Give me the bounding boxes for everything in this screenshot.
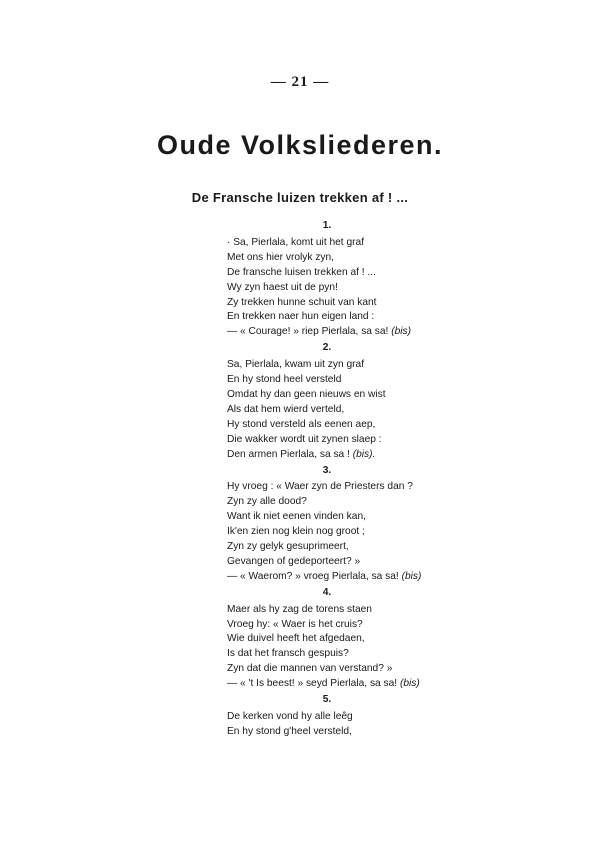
stanza-number: 5. (322, 694, 332, 706)
bis-marker: (bis) (391, 326, 412, 338)
verse-text: Die wakker wordt uit zynen slaep : (227, 433, 382, 445)
song-body (227, 219, 487, 741)
verse-line (227, 662, 487, 677)
stanza-number: 3. (322, 464, 332, 476)
verse-text: En hy stond heel versteld (227, 374, 342, 386)
stanza (227, 693, 487, 740)
stanza (227, 586, 487, 692)
verse-line (227, 618, 487, 633)
verse-line (227, 433, 487, 448)
verse-line (227, 266, 487, 281)
verse-line (227, 603, 487, 618)
verse-line (227, 480, 487, 495)
verse-text: Zy trekken hunne schuit van kant (227, 296, 377, 308)
verse-line (227, 725, 487, 740)
verse-text: Is dat het fransch gespuis? (227, 648, 349, 660)
verse-line (227, 281, 487, 296)
verse-line (227, 540, 487, 555)
verse-line (227, 632, 487, 647)
bis-marker: (bis). (352, 448, 376, 460)
verse-line (227, 373, 487, 388)
page-number: — 21 — (270, 74, 330, 90)
verse-line (227, 525, 487, 540)
verse-text: En hy stond g'heel versteld, (227, 725, 352, 737)
verse-line (227, 555, 487, 570)
verse-line (227, 448, 487, 463)
verse-text: Den armen Pierlala, sa sa ! (227, 448, 350, 460)
verse-line (227, 403, 487, 418)
stanza-number: 4. (322, 586, 332, 598)
verse-line (227, 418, 487, 433)
verse-line (227, 310, 487, 325)
verse-line (227, 510, 487, 525)
verse-text: — « 't Is beest! » seyd Pierlala, sa sa! (227, 678, 398, 690)
stanza (227, 464, 487, 585)
stanza-number: 2. (322, 342, 332, 354)
verse-text: Omdat hy dan geen nieuws en wist (227, 388, 386, 400)
verse-line (227, 495, 487, 510)
verse-text: Vroeg hy: « Waer is het cruis? (227, 618, 363, 630)
main-title: Oude Volksliederen. (156, 130, 444, 160)
verse-text: Gevangen of gedeporteert? » (227, 555, 361, 567)
song-title: De Fransche luizen trekken af ! ... (191, 190, 409, 205)
verse-line (227, 677, 487, 692)
verse-text: Wie duivel heeft het afgedaen, (227, 633, 365, 645)
verse-line (227, 296, 487, 311)
bis-marker: (bis) (401, 570, 422, 582)
verse-line (227, 388, 487, 403)
verse-text: Ik'en zien nog klein nog groot ; (227, 526, 365, 538)
verse-text: Zyn dat die mannen van verstand? » (227, 663, 393, 675)
verse-text: Met ons hier vrolyk zyn, (227, 251, 335, 263)
verse-text: De kerken vond hy alle leêg (227, 711, 353, 722)
verse-line (227, 710, 487, 725)
verse-text: De fransche luisen trekken af ! ... (227, 266, 376, 278)
verse-text: Maer als hy zag de torens staen (227, 603, 372, 615)
bis-marker: (bis) (399, 678, 420, 690)
verse-line (227, 236, 487, 251)
verse-line (227, 647, 487, 662)
verse-text: — « Courage! » riep Pierlala, sa sa! (227, 326, 389, 338)
verse-text: — « Waerom? » vroeg Pierlala, sa sa! (227, 570, 399, 582)
verse-text: En trekken naer hun eigen land : (227, 311, 375, 323)
verse-line (227, 570, 487, 585)
verse-text: Want ik niet eenen vinden kan, (227, 511, 366, 523)
verse-text: Zyn zy alle dood? (227, 496, 307, 508)
verse-text: Wy zyn haest uit de pyn! (227, 281, 338, 293)
verse-line (227, 325, 487, 340)
verse-line (227, 358, 487, 373)
verse-text: Als dat hem wierd verteld, (227, 403, 345, 415)
verse-text: Sa, Pierlala, kwam uit zyn graf (227, 359, 365, 371)
stanza (227, 219, 487, 340)
stanza (227, 341, 487, 462)
verse-line (227, 251, 487, 266)
verse-text: Hy stond versteld als eenen aep, (227, 418, 376, 430)
verse-text: · Sa, Pierlala, komt uit het graf (227, 236, 365, 248)
verse-text: Hy vroeg : « Waer zyn de Priesters dan ? (227, 481, 413, 493)
stanza-number: 1. (322, 220, 332, 231)
verse-text: Zyn zy gelyk gesuprimeert, (227, 541, 349, 553)
